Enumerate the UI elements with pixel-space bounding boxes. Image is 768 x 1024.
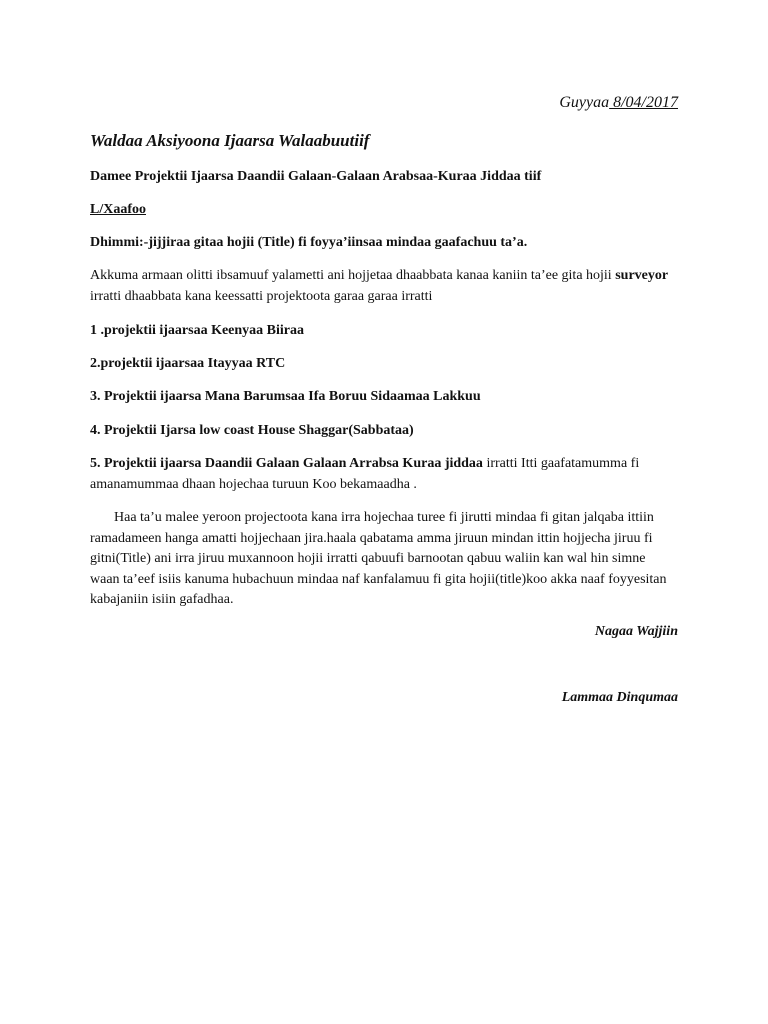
intro-text-1: Akkuma armaan olitti ibsamuuf yalametti ani hojjetaa dhaabbata kanaa kaniin ta’ee gita hojii — [90, 268, 616, 283]
project-item-4: 4. Projektii Ijarsa low coast House Shaggar(Sabbataa) — [90, 423, 414, 438]
date-value: 8/04/2017 — [609, 94, 678, 111]
recipient-heading: Waldaa Aksiyoona Ijaarsa Walaabuutiif — [90, 131, 370, 150]
intro-text-2: irratti dhaabbata kana keessatti projektoota garaa garaa irratti — [90, 288, 433, 304]
date-label: Guyyaa — [559, 94, 610, 111]
closing-line: Nagaa Wajjiin — [594, 624, 678, 639]
project-item-5 — [90, 454, 678, 495]
project-item-2: 2.projektii ijaarsaa Itayyaa RTC — [90, 356, 286, 371]
project-item-1: 1 .projektii ijaarsaa Keenyaa Biiraa — [90, 323, 304, 338]
project-5-text: irratti Itti gaafatamumma fi amanamummaa dhaan hojechaa turuun Koo bekamaadha . — [90, 456, 640, 492]
letter-date — [559, 94, 678, 112]
project-5-title: 5. Projektii ijaarsa Daandii Galaan Galaan Arrabsa Kuraa jiddaa — [90, 456, 483, 471]
signature-name: Lammaa Dinqumaa — [561, 690, 678, 705]
location-line: L/Xaafoo — [90, 202, 146, 217]
intro-bold-surveyor: surveyor — [615, 268, 669, 283]
intro-paragraph — [90, 266, 678, 307]
body-paragraph: Haa ta’u malee yeroon projectoota kana irra hojechaa turee fi jirutti mindaa fi gitan jalqaba ittiin ramadameen hanga amatti hojjechaan jira.haala qabatama amma jiruun mindan ittin hojjecha jiruu fi gitni(Title) ani irra jiruu muxannoon hojii irratti qabuufi barnootan qabuu waliin kan wal hin simne waan ta’eef isiis kanuma hubachuun mindaa naf kanfalamuu fi gita hojii(title)koo akka naaf foyyesitan kabajaniin isiin gafadhaa. — [90, 510, 667, 607]
project-item-3: 3. Projektii ijaarsa Mana Barumsaa Ifa Boruu Sidaamaa Lakkuu — [90, 389, 481, 404]
to-line: Damee Projektii Ijaarsa Daandii Galaan-Galaan Arabsaa-Kuraa Jiddaa tiif — [90, 169, 542, 184]
subject-line: Dhimmi:-jijjiraa gitaa hojii (Title) fi foyya’iinsaa mindaa gaafachuu ta’a. — [90, 235, 528, 250]
